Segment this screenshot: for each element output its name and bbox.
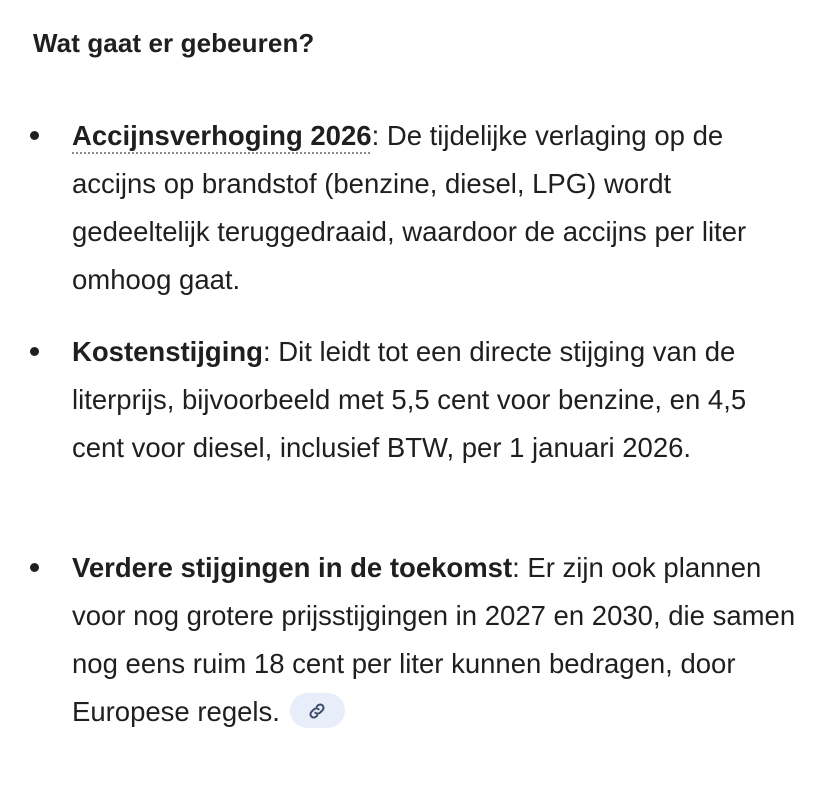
link-icon bbox=[307, 701, 327, 721]
bullet-text: : De tijdelijke verlaging op de accijns op brandstof (benzine, diesel, LPG) wordt gedeeltelijk teruggedraaid, waardoor de accijns per liter omhoog gaat. bbox=[72, 120, 747, 295]
bullet-term: Kostenstijging bbox=[72, 336, 263, 367]
bullet-item bbox=[72, 544, 800, 736]
bullet-text: : Dit leidt tot een directe stijging van de literprijs, bijvoorbeeld met 5,5 cent voor benzine, en 4,5 cent voor diesel, inclusief BTW, per 1 januari 2026. bbox=[72, 336, 747, 463]
bullet-item bbox=[72, 328, 800, 472]
bullet-item bbox=[72, 112, 800, 304]
bullet-term: Verdere stijgingen in de toekomst bbox=[72, 552, 513, 583]
bullet-dot bbox=[30, 563, 39, 572]
bullet-text: : Er zijn ook plannen voor nog grotere prijsstijgingen in 2027 en 2030, die samen nog eens ruim 18 cent per liter kunnen bedragen, door Europese regels. bbox=[72, 552, 796, 727]
bullet-dot bbox=[30, 131, 39, 140]
bullet-dot bbox=[30, 347, 39, 356]
source-link-button[interactable] bbox=[290, 693, 345, 728]
section-heading: Wat gaat er gebeuren? bbox=[33, 28, 315, 58]
bullet-term-link[interactable]: Accijnsverhoging 2026 bbox=[72, 120, 372, 151]
